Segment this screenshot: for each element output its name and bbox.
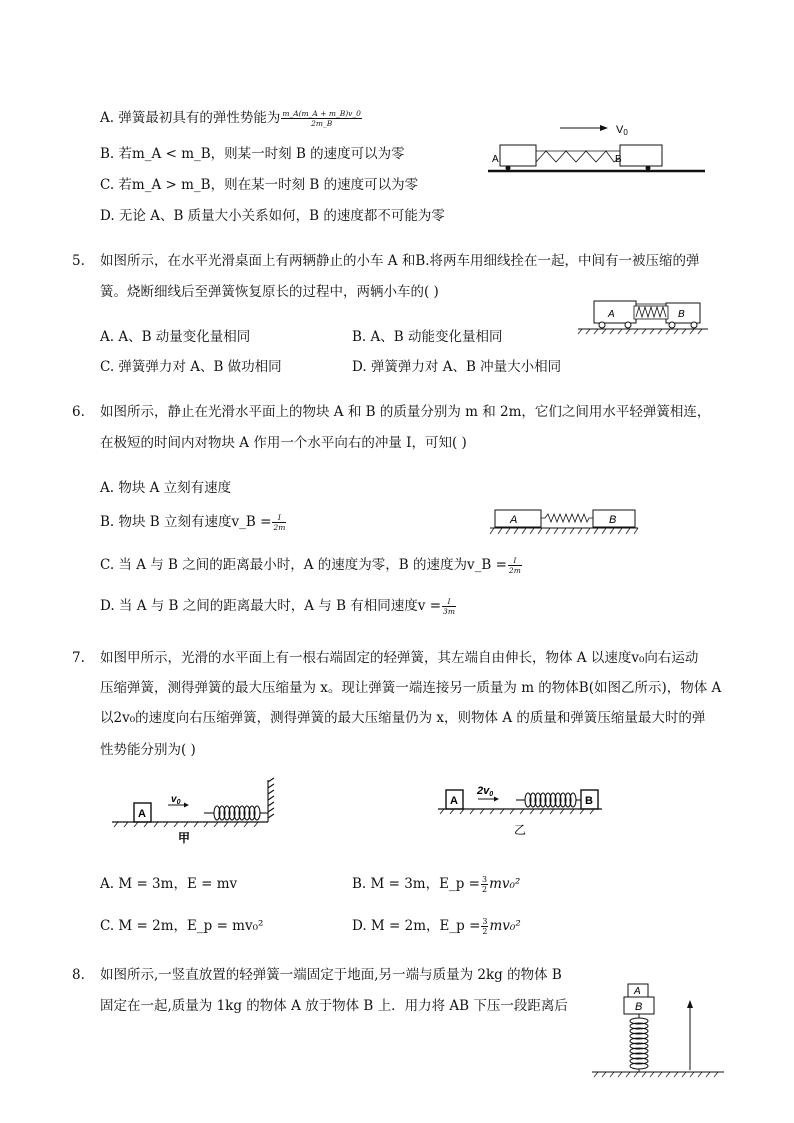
- svg-text:A: A: [138, 808, 146, 820]
- q7-jia-caption: 甲: [178, 831, 191, 845]
- q5-figure: [578, 293, 710, 335]
- q7-option-d: D. M = 2m，E_p = $\frac{3}{2}$ mv₀²: [352, 917, 521, 936]
- q7-yi-spring: [516, 793, 581, 807]
- q6-fig-spring: [541, 514, 593, 522]
- q5-option-b: B. A、B 动能变化量相同: [352, 329, 503, 345]
- q5-fig-cart-a: [594, 301, 636, 323]
- svg-text:v0: $v_0$: [171, 794, 181, 806]
- q8-stem-line1: 如图所示,一竖直放置的轻弹簧一端固定于地面,另一端与质量为 2kg 的物体 B: [100, 967, 562, 983]
- q4-option-b: B. 若m_A < m_B，则某一时刻 B 的速度可以为零: [100, 146, 405, 162]
- q5-option-a: A. A、B 动量变化量相同: [100, 329, 251, 345]
- q6-number: 6.: [72, 404, 85, 420]
- q4-option-a-text: A. 弹簧最初具有的弹性势能为: [100, 110, 281, 126]
- q7-stem-line2: 压缩弹簧，测得弹簧的最大压缩量为 x。现让弹簧一端连接另一质量为 m 的物体B(如图乙所示)，物体 A: [100, 680, 722, 696]
- q5-stem-line1: 如图所示，在水平光滑桌面上有两辆静止的小车 A 和B.将两车用细线拴在一起，中间有一被压缩的弹: [100, 253, 700, 269]
- q6-option-c: C. 当 A 与 B 之间的距离最小时，A 的速度为零，B 的速度为v_B = $\frac{I}{2m}$: [100, 556, 521, 575]
- svg-text:V0: V0: [616, 124, 628, 137]
- q4-option-a: [100, 109, 363, 128]
- q8-fig-spring: [630, 1014, 648, 1072]
- q6-option-d: D. 当 A 与 B 之间的距离最大时，A 与 B 有相同速度v = $\frac{I}{3m}$: [100, 597, 455, 616]
- q8-number: 8.: [72, 967, 85, 983]
- q4-fig-spring: [536, 151, 620, 162]
- q7-option-c: C. M = 2m，E_p = mv₀²: [100, 918, 264, 934]
- q6-option-a: A. 物块 A 立刻有速度: [100, 480, 232, 496]
- svg-text:A: A: [634, 986, 641, 997]
- q4-option-a-fraction: $\frac{m\_A(m\_A + m\_B)v\_0}{2m\_B}$: [282, 109, 361, 128]
- q8-stem-line2: 固定在一起,质量为 1kg 的物体 A 放于物体 B 上．用力将 AB 下压一段距离后: [100, 998, 568, 1014]
- q6-stem-line2: 在极短的时间内对物块 A 作用一个水平向右的冲量 I，可知( ): [100, 435, 467, 451]
- q7-figure-yi: [436, 778, 608, 848]
- q8-figure: [590, 982, 730, 1078]
- q6-fig-block-a: [495, 510, 541, 527]
- svg-text:A: A: [450, 795, 458, 807]
- q7-stem-line1: 如图甲所示，光滑的水平面上有一根右端固定的轻弹簧，其左端自由伸长，物体 A 以速度v₀向右运动: [100, 650, 699, 666]
- q4-fig-block-a: [500, 145, 536, 166]
- svg-text:2v0: 2v0: [477, 785, 494, 798]
- q5-number: 5.: [72, 253, 85, 269]
- svg-text:B: B: [635, 1001, 643, 1013]
- q7-jia-spring: [204, 806, 268, 820]
- q7-option-a: A. M = 3m，E = mv: [100, 876, 238, 892]
- q7-stem-line4: 性势能分别为( ): [100, 742, 196, 758]
- q5-stem-line2: 簧。烧断细线后至弹簧恢复原长的过程中，两辆小车的( ): [100, 284, 439, 300]
- q6-stem-line1: 如图所示，静止在光滑水平面上的物块 A 和 B 的质量分别为 m 和 2m，它们之间用水平轻弹簧相连，: [100, 404, 711, 420]
- svg-text:B: B: [609, 514, 617, 526]
- q4-fig-block-b: [620, 145, 662, 166]
- svg-text:B: B: [678, 309, 685, 320]
- q4-option-d: D. 无论 A、B 质量大小关系如何，B 的速度都不可能为零: [100, 208, 445, 224]
- q7-stem-line3: 以2v₀的速度向右压缩弹簧，测得弹簧的最大压缩量仍为 x，则物体 A 的质量和弹簧压缩量最大时的弹: [100, 710, 706, 726]
- q7-yi-caption: 乙: [514, 823, 527, 837]
- svg-text:A: A: [608, 309, 615, 320]
- q5-option-d: D. 弹簧弹力对 A、B 冲量大小相同: [352, 359, 562, 375]
- q6-option-b: B. 物块 B 立刻有速度v_B = $\frac{I}{2m}$: [100, 513, 286, 532]
- q5-option-c: C. 弹簧弹力对 A、B 做功相同: [100, 359, 282, 375]
- q4-figure: [488, 118, 708, 178]
- q7-option-b: B. M = 3m，E_p = $\frac{3}{2}$ mv₀²: [352, 875, 521, 894]
- q7-figure-jia: [110, 778, 280, 848]
- svg-text:A: A: [510, 514, 518, 526]
- svg-text:A: A: [492, 154, 499, 165]
- q7-number: 7.: [72, 650, 85, 666]
- q6-figure: [490, 507, 640, 537]
- svg-text:B: B: [615, 154, 622, 165]
- q4-fig-velocity-label: V: [616, 124, 624, 136]
- svg-text:B: B: [585, 795, 593, 807]
- q4-option-c: C. 若m_A > m_B，则在某一时刻 B 的速度可以为零: [100, 177, 419, 193]
